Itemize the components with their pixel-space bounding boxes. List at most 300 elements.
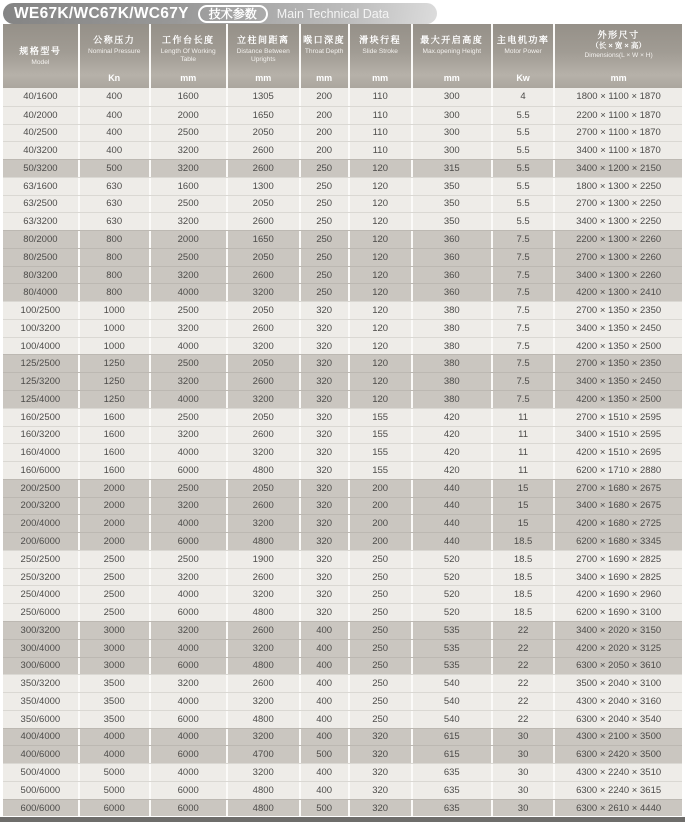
value-cell: 2500: [151, 302, 228, 319]
col-header-dimensions-en: Dimensions(L × W × H): [584, 52, 653, 59]
value-cell: 3200: [228, 515, 301, 532]
value-cell: 350: [413, 178, 493, 195]
value-cell: 4200 × 1510 × 2695: [576, 447, 662, 459]
value-cell: 6000: [151, 462, 228, 479]
value-cell: 120: [350, 196, 413, 213]
value-cell: 320: [301, 515, 350, 532]
model-cell: 63/2500: [3, 196, 80, 213]
value-cell: 7.5: [493, 231, 555, 248]
col-header-max-opening-height-en: Max.opening Height: [422, 48, 482, 55]
value-cell: 1600: [80, 462, 151, 479]
value-cell: 7.5: [493, 320, 555, 337]
value-cell: 3200: [151, 675, 228, 692]
value-cell: 2500: [80, 551, 151, 568]
value-cell: 120: [350, 213, 413, 230]
value-cell: 320: [350, 746, 413, 763]
value-cell: 4000: [80, 729, 151, 746]
col-header-dimensions: [555, 24, 682, 88]
value-cell: 400: [301, 711, 350, 728]
model-cell: 250/3200: [3, 569, 80, 586]
value-cell: 4300 × 2040 × 3160: [576, 695, 662, 707]
value-cell: 4200 × 1350 × 2500: [576, 393, 662, 405]
value-cell: 3400 × 1350 × 2450: [576, 376, 662, 388]
col-header-nominal-pressure: [80, 24, 151, 88]
table-row: [3, 408, 682, 426]
value-cell: 250: [350, 604, 413, 621]
value-cell: 400: [301, 764, 350, 781]
col-header-throat-depth-unit: mm: [316, 73, 333, 83]
value-cell: 380: [413, 391, 493, 408]
value-cell: 320: [301, 586, 350, 603]
value-cell: 15: [493, 480, 555, 497]
model-cell: 63/1600: [3, 178, 80, 195]
value-cell: 615: [413, 729, 493, 746]
value-cell: 3200: [228, 284, 301, 301]
value-cell: 2600: [228, 675, 301, 692]
value-cell: 4200 × 1690 × 2960: [576, 589, 662, 601]
value-cell: 3400 × 1350 × 2450: [576, 322, 662, 334]
table-row: [3, 514, 682, 532]
col-header-nominal-pressure-zh: 公称压力: [93, 35, 136, 45]
value-cell: 11: [493, 462, 555, 479]
value-cell: 2000: [80, 480, 151, 497]
value-cell: 200: [301, 142, 350, 159]
value-cell: 3000: [80, 658, 151, 675]
value-cell: 200: [350, 480, 413, 497]
value-cell: 3200: [151, 569, 228, 586]
table-row: [3, 426, 682, 444]
table-row: [3, 443, 682, 461]
col-header-table-length-en: Length Of Working Table: [160, 48, 216, 63]
value-cell: 4000: [151, 640, 228, 657]
value-cell: 250: [350, 711, 413, 728]
value-cell: 320: [301, 480, 350, 497]
value-cell: 4000: [151, 515, 228, 532]
value-cell: 4000: [151, 586, 228, 603]
value-cell: 4200 × 2020 × 3125: [576, 642, 662, 654]
value-cell: 6000: [151, 782, 228, 799]
value-cell: 320: [301, 551, 350, 568]
value-cell: 400: [80, 125, 151, 142]
table-row: [3, 159, 682, 177]
value-cell: 320: [301, 427, 350, 444]
value-cell: 4000: [151, 764, 228, 781]
value-cell: 3400 × 1300 × 2260: [576, 269, 662, 281]
table-body: [3, 88, 682, 816]
value-cell: 1800 × 1100 × 1870: [576, 91, 661, 103]
value-cell: 1600: [80, 444, 151, 461]
value-cell: 15: [493, 515, 555, 532]
value-cell: 18.5: [493, 551, 555, 568]
value-cell: 7.5: [493, 284, 555, 301]
bottom-edge-bar: [0, 817, 685, 822]
value-cell: 250: [301, 231, 350, 248]
value-cell: 250: [350, 693, 413, 710]
table-row: [3, 781, 682, 799]
value-cell: 30: [493, 800, 555, 817]
value-cell: 380: [413, 355, 493, 372]
value-cell: 300: [413, 107, 493, 124]
model-cell: 63/3200: [3, 213, 80, 230]
col-header-uprights-distance: [228, 24, 301, 88]
value-cell: 7.5: [493, 302, 555, 319]
model-cell: 125/2500: [3, 355, 80, 372]
value-cell: 2500: [151, 249, 228, 266]
table-row: [3, 390, 682, 408]
value-cell: 400: [301, 640, 350, 657]
title-subtitle: Main Technical Data: [276, 6, 390, 21]
value-cell: 1600: [151, 178, 228, 195]
value-cell: 520: [413, 604, 493, 621]
value-cell: 400: [301, 693, 350, 710]
value-cell: 4700: [228, 746, 301, 763]
value-cell: 320: [350, 800, 413, 817]
model-cell: 160/4000: [3, 444, 80, 461]
table-row: [3, 461, 682, 479]
value-cell: 7.5: [493, 391, 555, 408]
col-header-throat-depth-en: Throat Depth: [304, 48, 344, 55]
table-row: [3, 177, 682, 195]
value-cell: 200: [350, 515, 413, 532]
value-cell: 250: [301, 267, 350, 284]
value-cell: 2700 × 1680 × 2675: [576, 482, 662, 494]
value-cell: 200: [301, 107, 350, 124]
value-cell: 500: [80, 160, 151, 177]
value-cell: 7.5: [493, 373, 555, 390]
value-cell: 520: [413, 551, 493, 568]
value-cell: 2500: [80, 569, 151, 586]
value-cell: 360: [413, 284, 493, 301]
value-cell: 400: [80, 88, 151, 106]
value-cell: 1300: [228, 178, 301, 195]
value-cell: 4200 × 1350 × 2500: [576, 340, 662, 352]
col-header-motor-power-en: Motor Power: [504, 48, 542, 55]
value-cell: 3200: [151, 373, 228, 390]
value-cell: 22: [493, 658, 555, 675]
value-cell: 320: [350, 729, 413, 746]
value-cell: 1800 × 1300 × 2250: [576, 180, 662, 192]
table-row: [3, 372, 682, 390]
value-cell: 400: [80, 142, 151, 159]
value-cell: 7.5: [493, 338, 555, 355]
spec-table: [3, 24, 682, 816]
col-header-table-length-zh: 工作台长度: [161, 35, 215, 45]
table-row: [3, 799, 682, 817]
value-cell: 3200: [228, 338, 301, 355]
title-badge: 技术参数: [198, 5, 268, 23]
model-cell: 100/3200: [3, 320, 80, 337]
value-cell: 4300 × 2100 × 3500: [576, 731, 662, 743]
value-cell: 2700 × 1300 × 2250: [576, 198, 662, 210]
value-cell: 1900: [228, 551, 301, 568]
value-cell: 320: [301, 391, 350, 408]
model-cell: 50/3200: [3, 160, 80, 177]
value-cell: 635: [413, 800, 493, 817]
value-cell: 250: [350, 658, 413, 675]
value-cell: 2050: [228, 355, 301, 372]
table-row: [3, 763, 682, 781]
value-cell: 2050: [228, 249, 301, 266]
col-header-nominal-pressure-unit: Kn: [108, 73, 121, 83]
col-header-throat-depth: [301, 24, 350, 88]
value-cell: 7.5: [493, 249, 555, 266]
value-cell: 520: [413, 569, 493, 586]
value-cell: 2600: [228, 498, 301, 515]
value-cell: 2500: [151, 409, 228, 426]
value-cell: 350: [413, 196, 493, 213]
value-cell: 250: [350, 551, 413, 568]
value-cell: 1250: [80, 391, 151, 408]
table-row: [3, 106, 682, 124]
col-header-slide-stroke-zh: 滑块行程: [359, 35, 402, 45]
value-cell: 250: [350, 586, 413, 603]
value-cell: 635: [413, 782, 493, 799]
table-row: [3, 657, 682, 675]
value-cell: 320: [301, 498, 350, 515]
value-cell: 2500: [151, 551, 228, 568]
value-cell: 6000: [151, 533, 228, 550]
value-cell: 22: [493, 640, 555, 657]
value-cell: 1600: [151, 88, 228, 106]
value-cell: 320: [350, 782, 413, 799]
value-cell: 3200: [151, 142, 228, 159]
model-cell: 350/6000: [3, 711, 80, 728]
value-cell: 6000: [80, 800, 151, 817]
model-cell: 40/2000: [3, 107, 80, 124]
model-cell: 160/3200: [3, 427, 80, 444]
value-cell: 1305: [228, 88, 301, 106]
value-cell: 360: [413, 267, 493, 284]
model-cell: 200/6000: [3, 533, 80, 550]
value-cell: 120: [350, 160, 413, 177]
value-cell: 350: [413, 213, 493, 230]
table-row: [3, 674, 682, 692]
value-cell: 120: [350, 178, 413, 195]
value-cell: 360: [413, 249, 493, 266]
value-cell: 1000: [80, 320, 151, 337]
value-cell: 5.5: [493, 213, 555, 230]
value-cell: 6000: [151, 746, 228, 763]
value-cell: 200: [350, 498, 413, 515]
table-header-row: [3, 24, 682, 88]
col-header-throat-depth-zh: 喉口深度: [303, 35, 346, 45]
value-cell: 320: [301, 569, 350, 586]
value-cell: 22: [493, 675, 555, 692]
value-cell: 380: [413, 338, 493, 355]
value-cell: 120: [350, 302, 413, 319]
value-cell: 400: [80, 107, 151, 124]
table-row: [3, 745, 682, 763]
value-cell: 420: [413, 427, 493, 444]
table-row: [3, 479, 682, 497]
value-cell: 380: [413, 320, 493, 337]
value-cell: 250: [301, 160, 350, 177]
value-cell: 120: [350, 373, 413, 390]
value-cell: 360: [413, 231, 493, 248]
value-cell: 2200 × 1300 × 2260: [576, 234, 662, 245]
value-cell: 3200: [151, 320, 228, 337]
value-cell: 4800: [228, 533, 301, 550]
model-cell: 160/6000: [3, 462, 80, 479]
value-cell: 110: [350, 107, 413, 124]
value-cell: 2200 × 1100 × 1870: [576, 109, 661, 121]
value-cell: 4800: [228, 711, 301, 728]
value-cell: 3200: [228, 586, 301, 603]
value-cell: 3200: [151, 267, 228, 284]
col-header-model: [3, 24, 80, 88]
value-cell: 30: [493, 746, 555, 763]
value-cell: 320: [301, 462, 350, 479]
table-row: [3, 319, 682, 337]
value-cell: 4000: [151, 391, 228, 408]
table-row: [3, 230, 682, 248]
value-cell: 5.5: [493, 196, 555, 213]
value-cell: 120: [350, 338, 413, 355]
value-cell: 6000: [151, 711, 228, 728]
value-cell: 615: [413, 746, 493, 763]
value-cell: 535: [413, 640, 493, 657]
value-cell: 800: [80, 231, 151, 248]
value-cell: 2600: [228, 427, 301, 444]
value-cell: 4000: [151, 284, 228, 301]
value-cell: 200: [301, 88, 350, 106]
value-cell: 2700 × 1510 × 2595: [576, 411, 662, 423]
value-cell: 2600: [228, 267, 301, 284]
value-cell: 18.5: [493, 533, 555, 550]
col-header-nominal-pressure-en: Nominal Pressure: [87, 48, 141, 55]
table-row: [3, 532, 682, 550]
value-cell: 22: [493, 693, 555, 710]
model-cell: 300/3200: [3, 622, 80, 639]
value-cell: 120: [350, 320, 413, 337]
value-cell: 2700 × 1350 × 2350: [576, 358, 662, 370]
table-row: [3, 497, 682, 515]
value-cell: 250: [350, 569, 413, 586]
value-cell: 2600: [228, 320, 301, 337]
model-cell: 100/4000: [3, 338, 80, 355]
value-cell: 4800: [228, 462, 301, 479]
value-cell: 18.5: [493, 586, 555, 603]
table-row: [3, 195, 682, 213]
value-cell: 3200: [228, 640, 301, 657]
value-cell: 30: [493, 764, 555, 781]
table-row: [3, 710, 682, 728]
col-header-uprights-distance-zh: 立柱间距离: [236, 35, 290, 45]
value-cell: 1600: [80, 409, 151, 426]
model-cell: 250/4000: [3, 586, 80, 603]
model-cell: 200/3200: [3, 498, 80, 515]
table-row: [3, 621, 682, 639]
table-row: [3, 248, 682, 266]
value-cell: 110: [350, 125, 413, 142]
value-cell: 3200: [151, 160, 228, 177]
value-cell: 18.5: [493, 604, 555, 621]
value-cell: 420: [413, 444, 493, 461]
table-row: [3, 88, 682, 106]
model-cell: 300/4000: [3, 640, 80, 657]
value-cell: 6300 × 2420 × 3500: [576, 749, 662, 761]
value-cell: 4800: [228, 658, 301, 675]
value-cell: 6300 × 2040 × 3540: [576, 713, 662, 725]
value-cell: 2500: [80, 604, 151, 621]
value-cell: 400: [301, 622, 350, 639]
col-header-uprights-distance-en: Distance Between Uprights: [236, 48, 290, 63]
value-cell: 11: [493, 427, 555, 444]
value-cell: 1250: [80, 355, 151, 372]
value-cell: 300: [413, 142, 493, 159]
value-cell: 3200: [151, 427, 228, 444]
value-cell: 3000: [80, 622, 151, 639]
value-cell: 300: [413, 88, 493, 106]
model-cell: 40/3200: [3, 142, 80, 159]
table-row: [3, 124, 682, 142]
value-cell: 2050: [228, 480, 301, 497]
value-cell: 630: [80, 213, 151, 230]
value-cell: 2500: [80, 586, 151, 603]
value-cell: 400: [301, 658, 350, 675]
value-cell: 4800: [228, 800, 301, 817]
value-cell: 6000: [151, 800, 228, 817]
value-cell: 155: [350, 462, 413, 479]
value-cell: 6200 × 1680 × 3345: [576, 536, 662, 548]
value-cell: 320: [301, 355, 350, 372]
col-header-motor-power-unit: Kw: [516, 73, 530, 83]
value-cell: 15: [493, 498, 555, 515]
value-cell: 3400 × 1200 × 2150: [576, 162, 662, 174]
value-cell: 320: [301, 320, 350, 337]
value-cell: 630: [80, 178, 151, 195]
value-cell: 5.5: [493, 142, 555, 159]
value-cell: 3500: [80, 675, 151, 692]
model-cell: 80/3200: [3, 267, 80, 284]
value-cell: 320: [350, 764, 413, 781]
value-cell: 6000: [151, 658, 228, 675]
value-cell: 4200 × 1300 × 2410: [576, 287, 662, 299]
value-cell: 3400 × 1680 × 2675: [576, 500, 662, 512]
value-cell: 1650: [228, 231, 301, 248]
value-cell: 420: [413, 409, 493, 426]
col-header-max-opening-height: [413, 24, 493, 88]
value-cell: 440: [413, 515, 493, 532]
value-cell: 5000: [80, 782, 151, 799]
model-cell: 250/2500: [3, 551, 80, 568]
table-row: [3, 585, 682, 603]
value-cell: 380: [413, 302, 493, 319]
value-cell: 250: [350, 622, 413, 639]
value-cell: 250: [301, 213, 350, 230]
value-cell: 6000: [151, 604, 228, 621]
value-cell: 3200: [228, 444, 301, 461]
value-cell: 320: [301, 444, 350, 461]
value-cell: 2700 × 1350 × 2350: [576, 305, 662, 317]
model-cell: 40/2500: [3, 125, 80, 142]
value-cell: 250: [350, 675, 413, 692]
model-cell: 400/4000: [3, 729, 80, 746]
value-cell: 2000: [151, 107, 228, 124]
value-cell: 2500: [151, 125, 228, 142]
table-row: [3, 337, 682, 355]
model-cell: 600/6000: [3, 800, 80, 817]
value-cell: 11: [493, 444, 555, 461]
value-cell: 300: [413, 125, 493, 142]
table-row: [3, 266, 682, 284]
value-cell: 440: [413, 533, 493, 550]
value-cell: 120: [350, 231, 413, 248]
value-cell: 2050: [228, 125, 301, 142]
value-cell: 2600: [228, 213, 301, 230]
col-header-motor-power-zh: 主电机功率: [496, 35, 550, 45]
value-cell: 2500: [151, 480, 228, 497]
